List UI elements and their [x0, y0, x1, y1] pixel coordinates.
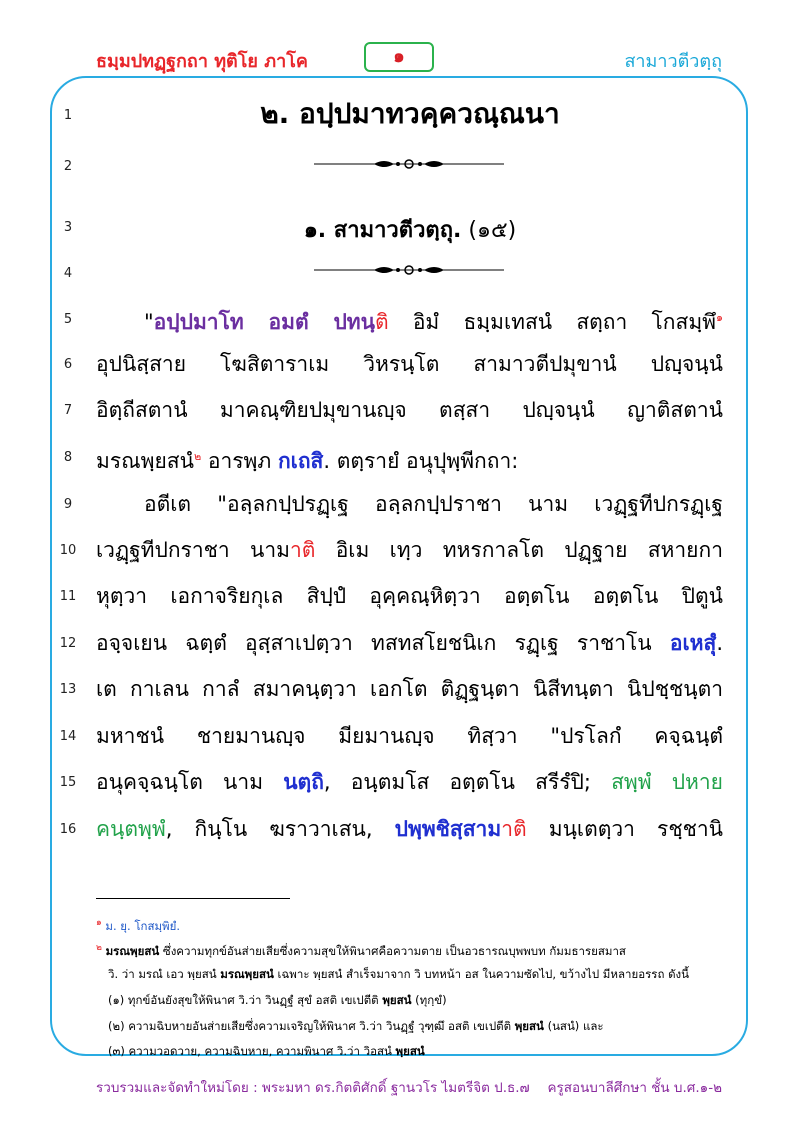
text-line-14: มหาชนํ ชายมานญฺจ มียมานญฺจ ทิสฺวา "ปรโลกํ คจฺฉนฺตํ	[96, 724, 723, 748]
text-line-10	[96, 530, 723, 570]
footnote-number: ๑	[96, 918, 102, 928]
quote-mark: "	[144, 310, 154, 334]
footnote-2-line-5	[108, 1043, 748, 1059]
footnote-term: มรณพฺยสนํ	[220, 967, 274, 981]
highlight-term: อเหสุํ	[669, 631, 717, 655]
line-number: 15	[59, 775, 77, 790]
line-number: 1	[63, 108, 73, 123]
line-number: 14	[59, 729, 77, 744]
text-segment: อารพฺภ	[201, 449, 278, 473]
line-number: 4	[63, 266, 73, 281]
ornament-divider	[314, 157, 504, 171]
line-number: 12	[59, 636, 77, 651]
text-line-8	[96, 437, 723, 477]
footnote-term: มรณพฺยสนํ	[105, 943, 160, 958]
text-line-6: อุปนิสฺสาย โฆสิตาราเม วิหรนฺโต สามาวตีปมุขานํ ปญฺจนฺนํ	[96, 352, 723, 376]
footnote-number: ๒	[96, 943, 102, 953]
highlight-term: นตฺถิ	[283, 770, 324, 794]
footnote-text: (๑) ทุกข์อันยังสุขให้พินาศ วิ.ว่า วินฏฺฐํ สุขํ อสติ เขเปตีติ	[108, 993, 383, 1007]
iti-particle: าติ	[289, 538, 316, 562]
footnote-text: (๒) ความฉิบหายอันส่ายเสียซึ่งความเจริญให้พินาศ วิ.ว่า วินฏฺฐํ วุฑฺฒึ อสติ เขเปตีติ	[108, 1019, 515, 1033]
footnote-2	[96, 940, 736, 959]
text-segment: . ตตฺรายํ อนุปุพฺพีกถา:	[323, 449, 519, 473]
footnote-separator	[96, 898, 290, 899]
footnote-term: พฺยสนํ	[382, 993, 412, 1007]
book-title: ธมฺมปทฏฺฐกถา ทุติโย ภาโค	[96, 51, 308, 72]
text-segment: อิมํ ธมฺมเทสนํ สตฺถา โกสมฺพึ	[388, 310, 717, 334]
line-number: 10	[59, 543, 77, 558]
text-segment: .	[716, 631, 723, 655]
text-segment: , กินฺโน ฆราวาเสน,	[165, 817, 395, 841]
page-number: ๑	[364, 42, 434, 72]
footer-course: ครูสอนบาลีศึกษา ชั้น บ.ศ.๑-๒	[547, 1080, 722, 1096]
text-segment: มนฺเตตฺวา รชฺชานิ	[526, 817, 723, 841]
footnote-2-line-2	[108, 966, 748, 982]
footnote-text: ซึ่งความทุกข์อันส่ายเสียซึ่งความสุขให้พินาศคือความตาย เป็นอวธารณบุพพบท กัมมธารยสมาส	[159, 943, 626, 958]
section-title-number: (๑๕)	[468, 218, 517, 243]
green-phrase: คนฺตพฺพํ	[96, 817, 166, 841]
text-segment: อิเม เทฺว ทหรกาลโต ปฏฺฐาย สหายกา	[315, 538, 723, 562]
text-segment: , อนฺตมโส อตฺตโน สรีรํปิ;	[323, 770, 612, 794]
footnote-text: ม. ยุ. โกสมฺพิยํ.	[105, 918, 181, 933]
line-number: 9	[63, 497, 73, 512]
text-line-13: เต กาเลน กาลํ สมาคนฺตฺวา เอกโต ติฏฺฐนฺตา นิสีทนฺตา นิปชฺชนฺตา	[96, 677, 723, 701]
footnote-marker[interactable]: ๑	[716, 311, 723, 324]
highlight-term: ปพฺพชิสฺสาม	[394, 817, 502, 841]
iti-particle: าติ	[501, 817, 527, 841]
footer-author: รวบรวมและจัดทำใหม่โดย : พระมหา ดร.กิตติศักดิ์ ฐานวโร ไมตรีจิต ป.ธ.๗	[96, 1080, 530, 1096]
line-number: 2	[63, 159, 73, 174]
green-phrase: สพฺพํ ปหาย	[611, 770, 723, 794]
text-segment: อจฺจเยน ฉตฺตํ อุสฺสาเปตฺวา ทสทสโยชนิเก รฏฺเฐ ราชาโน	[96, 631, 670, 655]
text-line-7: อิตฺถีสตานํ มาคณฺฑิยปมุขานญฺจ ตสฺสา ปญฺจนฺนํ ญาติสตานํ	[96, 398, 723, 422]
footnote-term: พฺยสนํ	[395, 1044, 425, 1058]
line-number: 3	[63, 220, 73, 235]
footnote-2-line-4	[108, 1018, 748, 1034]
line-number: 5	[63, 312, 73, 327]
highlight-term: กเถสิ	[277, 449, 324, 473]
footnote-text: (๓) ความวอดวาย, ความฉิบหาย, ความพินาศ วิ.ว่า วิอสนํ	[108, 1044, 396, 1058]
footnote-1	[96, 915, 736, 934]
footnote-term: พฺยสนํ	[514, 1019, 544, 1033]
text-line-15	[96, 762, 723, 802]
section-title-label: ๑. สามาวตีวตฺถุ.	[303, 218, 462, 243]
line-number: 11	[59, 589, 77, 604]
line-number: 13	[59, 682, 77, 697]
ornament-divider	[314, 263, 504, 277]
chapter-title: ๒. อปฺปมาทวคฺควณฺณนา	[260, 97, 560, 130]
line-number: 7	[63, 403, 73, 418]
footnote-text: เฉพาะ พฺยสนํ สำเร็จมาจาก วิ บทหน้า อส ในความซัดไป, ขว้างไป มีหลายอรรถ ดังนี้	[273, 967, 690, 981]
text-line-16	[96, 809, 723, 849]
text-line-5	[96, 298, 723, 338]
section-title	[100, 212, 720, 247]
footnote-text: วิ. ว่า มรณํ เอว พฺยสนํ	[108, 967, 221, 981]
text-line-9: อตีเต "อลฺลกปฺปรฏฺเฐ อลฺลกปฺปราชา นาม เวฏฺฐทีปกรฏฺเฐ	[144, 492, 723, 516]
text-segment: เวฏฺฐทีปกราชา นาม	[96, 538, 290, 562]
line-number: 16	[59, 822, 77, 837]
iti-particle: ติ	[374, 310, 389, 334]
text-line-11: หุตฺวา เอกาจริยกุเล สิปฺปํ อุคฺคณฺหิตฺวา อตฺตโน อตฺตโน ปิตูนํ	[96, 584, 723, 608]
line-number: 8	[63, 450, 73, 465]
story-title: สามาวตีวตฺถุ	[624, 51, 722, 72]
highlight-term: อปฺปมาโท อมตํ ปทนฺ	[153, 310, 375, 334]
text-segment: อนุคจฺฉนฺโต นาม	[96, 770, 284, 794]
footnote-text: (ทุกฺขํ)	[411, 993, 447, 1007]
footnote-marker[interactable]: ๒	[193, 450, 202, 463]
footnote-2-line-3	[108, 992, 748, 1008]
footnote-text: (นสนํ) และ	[543, 1019, 604, 1033]
text-line-12	[96, 623, 723, 663]
line-number: 6	[63, 357, 73, 372]
text-segment: มรณพฺยสนํ	[96, 449, 194, 473]
